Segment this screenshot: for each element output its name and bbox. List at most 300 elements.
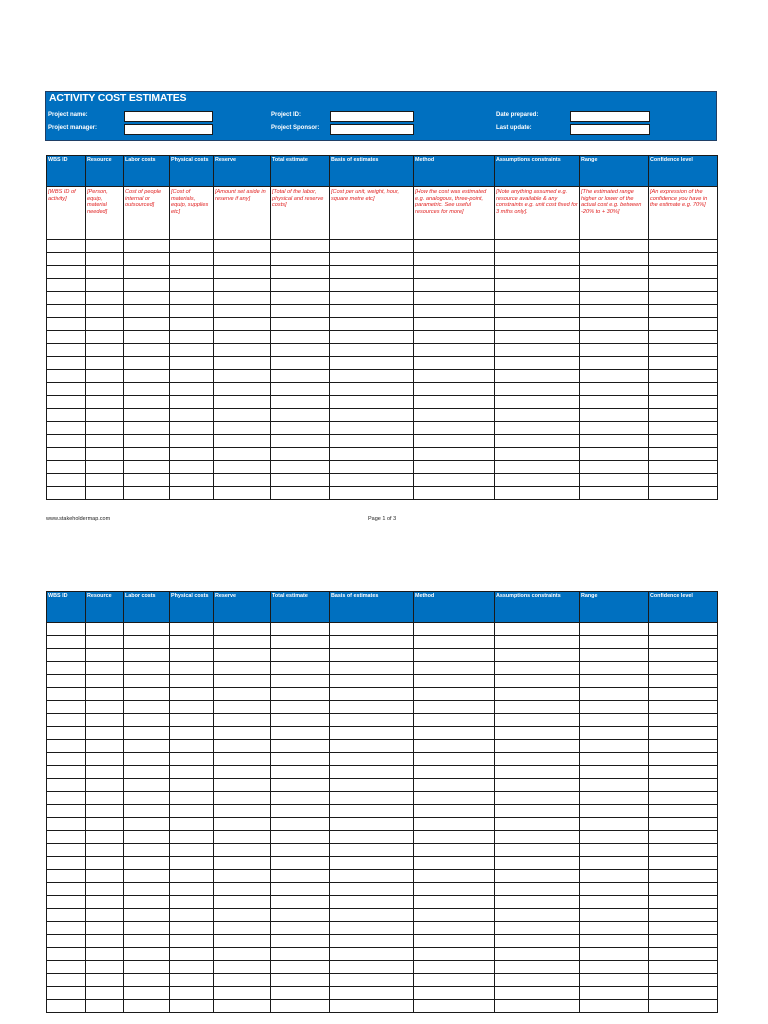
table-cell[interactable] <box>214 474 271 487</box>
table-cell[interactable] <box>47 396 86 409</box>
table-cell[interactable] <box>649 688 718 701</box>
table-cell[interactable] <box>271 779 330 792</box>
table-cell[interactable] <box>124 636 170 649</box>
table-cell[interactable] <box>580 636 649 649</box>
table-cell[interactable] <box>271 740 330 753</box>
table-cell[interactable] <box>170 779 214 792</box>
table-cell[interactable] <box>580 396 649 409</box>
table-cell[interactable] <box>414 396 495 409</box>
table-cell[interactable] <box>86 422 124 435</box>
table-cell[interactable] <box>47 383 86 396</box>
table-cell[interactable] <box>649 344 718 357</box>
table-cell[interactable] <box>330 487 414 500</box>
table-cell[interactable] <box>124 623 170 636</box>
table-cell[interactable] <box>170 331 214 344</box>
table-cell[interactable] <box>170 831 214 844</box>
table-cell[interactable] <box>330 409 414 422</box>
table-cell[interactable] <box>495 487 580 500</box>
table-cell[interactable] <box>649 805 718 818</box>
table-cell[interactable] <box>170 792 214 805</box>
table-cell[interactable] <box>271 701 330 714</box>
table-cell[interactable] <box>330 253 414 266</box>
table-cell[interactable] <box>124 487 170 500</box>
table-cell[interactable] <box>414 870 495 883</box>
table-cell[interactable] <box>580 266 649 279</box>
example-cell[interactable]: [How the cost was estimated e.g. analogous, three-point, parametric. See useful resources for more] <box>414 187 495 240</box>
table-cell[interactable] <box>271 753 330 766</box>
table-cell[interactable] <box>580 818 649 831</box>
table-cell[interactable] <box>580 844 649 857</box>
table-cell[interactable] <box>47 857 86 870</box>
table-cell[interactable] <box>86 922 124 935</box>
table-cell[interactable] <box>214 662 271 675</box>
table-cell[interactable] <box>170 675 214 688</box>
table-cell[interactable] <box>271 435 330 448</box>
table-cell[interactable] <box>495 727 580 740</box>
table-cell[interactable] <box>124 279 170 292</box>
example-cell[interactable]: [The estimated range higher or lower of the actual cost e.g. between -20% to + 30%] <box>580 187 649 240</box>
table-cell[interactable] <box>414 935 495 948</box>
table-cell[interactable] <box>330 831 414 844</box>
table-cell[interactable] <box>86 448 124 461</box>
table-cell[interactable] <box>649 857 718 870</box>
table-cell[interactable] <box>271 688 330 701</box>
table-cell[interactable] <box>214 318 271 331</box>
table-cell[interactable] <box>214 974 271 987</box>
table-cell[interactable] <box>271 487 330 500</box>
table-cell[interactable] <box>170 422 214 435</box>
table-cell[interactable] <box>170 961 214 974</box>
table-cell[interactable] <box>271 292 330 305</box>
table-cell[interactable] <box>414 688 495 701</box>
table-cell[interactable] <box>47 909 86 922</box>
table-cell[interactable] <box>330 623 414 636</box>
table-cell[interactable] <box>86 727 124 740</box>
table-cell[interactable] <box>649 987 718 1000</box>
example-cell[interactable]: [Cost per unit, weight, hour, square metre etc] <box>330 187 414 240</box>
table-cell[interactable] <box>214 948 271 961</box>
table-cell[interactable] <box>47 740 86 753</box>
table-cell[interactable] <box>124 766 170 779</box>
table-cell[interactable] <box>495 357 580 370</box>
table-cell[interactable] <box>86 792 124 805</box>
table-cell[interactable] <box>124 844 170 857</box>
table-cell[interactable] <box>214 292 271 305</box>
table-cell[interactable] <box>414 318 495 331</box>
table-cell[interactable] <box>414 896 495 909</box>
table-cell[interactable] <box>47 409 86 422</box>
table-cell[interactable] <box>170 727 214 740</box>
table-cell[interactable] <box>580 831 649 844</box>
table-cell[interactable] <box>86 487 124 500</box>
table-cell[interactable] <box>214 1000 271 1013</box>
table-cell[interactable] <box>580 779 649 792</box>
table-cell[interactable] <box>47 357 86 370</box>
table-cell[interactable] <box>47 727 86 740</box>
table-cell[interactable] <box>170 396 214 409</box>
table-cell[interactable] <box>47 844 86 857</box>
table-cell[interactable] <box>47 792 86 805</box>
table-cell[interactable] <box>495 409 580 422</box>
table-cell[interactable] <box>649 662 718 675</box>
table-cell[interactable] <box>330 305 414 318</box>
table-cell[interactable] <box>170 870 214 883</box>
table-cell[interactable] <box>124 292 170 305</box>
table-cell[interactable] <box>47 474 86 487</box>
table-cell[interactable] <box>86 896 124 909</box>
table-cell[interactable] <box>649 753 718 766</box>
table-cell[interactable] <box>580 448 649 461</box>
table-cell[interactable] <box>124 870 170 883</box>
table-cell[interactable] <box>124 649 170 662</box>
table-cell[interactable] <box>495 688 580 701</box>
table-cell[interactable] <box>580 935 649 948</box>
table-cell[interactable] <box>124 805 170 818</box>
table-cell[interactable] <box>86 805 124 818</box>
table-cell[interactable] <box>495 448 580 461</box>
table-cell[interactable] <box>47 636 86 649</box>
table-cell[interactable] <box>124 974 170 987</box>
table-cell[interactable] <box>271 422 330 435</box>
table-cell[interactable] <box>649 974 718 987</box>
table-cell[interactable] <box>214 818 271 831</box>
table-cell[interactable] <box>580 422 649 435</box>
table-cell[interactable] <box>495 435 580 448</box>
table-cell[interactable] <box>271 649 330 662</box>
table-cell[interactable] <box>47 766 86 779</box>
table-cell[interactable] <box>86 370 124 383</box>
table-cell[interactable] <box>414 909 495 922</box>
table-cell[interactable] <box>414 701 495 714</box>
table-cell[interactable] <box>414 675 495 688</box>
table-cell[interactable] <box>214 649 271 662</box>
table-cell[interactable] <box>330 870 414 883</box>
table-cell[interactable] <box>47 987 86 1000</box>
table-cell[interactable] <box>330 675 414 688</box>
table-cell[interactable] <box>414 370 495 383</box>
table-cell[interactable] <box>330 857 414 870</box>
table-cell[interactable] <box>330 740 414 753</box>
table-cell[interactable] <box>649 448 718 461</box>
table-cell[interactable] <box>495 844 580 857</box>
table-cell[interactable] <box>214 844 271 857</box>
table-cell[interactable] <box>649 370 718 383</box>
table-cell[interactable] <box>214 831 271 844</box>
table-cell[interactable] <box>170 292 214 305</box>
table-cell[interactable] <box>214 461 271 474</box>
table-cell[interactable] <box>495 344 580 357</box>
table-cell[interactable] <box>170 318 214 331</box>
table-cell[interactable] <box>86 649 124 662</box>
table-cell[interactable] <box>124 253 170 266</box>
table-cell[interactable] <box>414 474 495 487</box>
table-cell[interactable] <box>495 675 580 688</box>
project-manager-field[interactable] <box>124 124 213 135</box>
table-cell[interactable] <box>330 987 414 1000</box>
table-cell[interactable] <box>495 474 580 487</box>
table-cell[interactable] <box>86 318 124 331</box>
table-cell[interactable] <box>495 961 580 974</box>
table-cell[interactable] <box>495 909 580 922</box>
table-cell[interactable] <box>170 844 214 857</box>
table-cell[interactable] <box>214 753 271 766</box>
table-cell[interactable] <box>649 383 718 396</box>
table-cell[interactable] <box>86 331 124 344</box>
table-cell[interactable] <box>649 792 718 805</box>
table-cell[interactable] <box>271 896 330 909</box>
table-cell[interactable] <box>649 883 718 896</box>
table-cell[interactable] <box>414 623 495 636</box>
table-cell[interactable] <box>495 792 580 805</box>
table-cell[interactable] <box>124 792 170 805</box>
table-cell[interactable] <box>649 1000 718 1013</box>
table-cell[interactable] <box>86 240 124 253</box>
table-cell[interactable] <box>330 909 414 922</box>
table-cell[interactable] <box>414 266 495 279</box>
table-cell[interactable] <box>86 409 124 422</box>
table-cell[interactable] <box>580 870 649 883</box>
table-cell[interactable] <box>271 344 330 357</box>
table-cell[interactable] <box>214 935 271 948</box>
example-cell[interactable]: [Cost of materials, equip, supplies etc] <box>170 187 214 240</box>
table-cell[interactable] <box>414 636 495 649</box>
table-cell[interactable] <box>495 766 580 779</box>
table-cell[interactable] <box>86 740 124 753</box>
table-cell[interactable] <box>495 266 580 279</box>
table-cell[interactable] <box>580 383 649 396</box>
table-cell[interactable] <box>271 266 330 279</box>
table-cell[interactable] <box>414 857 495 870</box>
table-cell[interactable] <box>495 753 580 766</box>
table-cell[interactable] <box>214 805 271 818</box>
table-cell[interactable] <box>580 961 649 974</box>
table-cell[interactable] <box>47 831 86 844</box>
table-cell[interactable] <box>47 240 86 253</box>
table-cell[interactable] <box>47 701 86 714</box>
table-cell[interactable] <box>330 779 414 792</box>
table-cell[interactable] <box>86 818 124 831</box>
table-cell[interactable] <box>495 318 580 331</box>
table-cell[interactable] <box>649 331 718 344</box>
table-cell[interactable] <box>170 857 214 870</box>
table-cell[interactable] <box>330 292 414 305</box>
table-cell[interactable] <box>214 883 271 896</box>
table-cell[interactable] <box>649 714 718 727</box>
table-cell[interactable] <box>170 383 214 396</box>
table-cell[interactable] <box>580 623 649 636</box>
table-cell[interactable] <box>580 896 649 909</box>
example-cell[interactable]: Cost of people internal or outsourced] <box>124 187 170 240</box>
table-cell[interactable] <box>214 727 271 740</box>
table-cell[interactable] <box>649 357 718 370</box>
table-cell[interactable] <box>271 305 330 318</box>
table-cell[interactable] <box>124 435 170 448</box>
table-cell[interactable] <box>47 344 86 357</box>
table-cell[interactable] <box>580 974 649 987</box>
table-cell[interactable] <box>414 948 495 961</box>
table-cell[interactable] <box>47 818 86 831</box>
table-cell[interactable] <box>649 240 718 253</box>
example-cell[interactable]: [Note anything assumed e.g. resource available & any constraints e.g. unit cost fixed for 3 mths only]. <box>495 187 580 240</box>
table-cell[interactable] <box>330 474 414 487</box>
table-cell[interactable] <box>414 662 495 675</box>
table-cell[interactable] <box>649 409 718 422</box>
table-cell[interactable] <box>124 409 170 422</box>
table-cell[interactable] <box>330 370 414 383</box>
table-cell[interactable] <box>414 818 495 831</box>
table-cell[interactable] <box>330 961 414 974</box>
table-cell[interactable] <box>124 701 170 714</box>
table-cell[interactable] <box>271 883 330 896</box>
table-cell[interactable] <box>124 461 170 474</box>
table-cell[interactable] <box>170 1000 214 1013</box>
table-cell[interactable] <box>86 909 124 922</box>
table-cell[interactable] <box>649 636 718 649</box>
table-cell[interactable] <box>86 305 124 318</box>
table-cell[interactable] <box>330 331 414 344</box>
table-cell[interactable] <box>170 357 214 370</box>
table-cell[interactable] <box>271 675 330 688</box>
table-cell[interactable] <box>124 305 170 318</box>
table-cell[interactable] <box>214 922 271 935</box>
table-cell[interactable] <box>86 435 124 448</box>
table-cell[interactable] <box>271 383 330 396</box>
table-cell[interactable] <box>330 844 414 857</box>
table-cell[interactable] <box>271 279 330 292</box>
table-cell[interactable] <box>580 675 649 688</box>
table-cell[interactable] <box>330 383 414 396</box>
table-cell[interactable] <box>124 831 170 844</box>
table-cell[interactable] <box>580 461 649 474</box>
table-cell[interactable] <box>330 948 414 961</box>
table-cell[interactable] <box>214 961 271 974</box>
table-cell[interactable] <box>170 623 214 636</box>
table-cell[interactable] <box>649 779 718 792</box>
table-cell[interactable] <box>86 662 124 675</box>
table-cell[interactable] <box>86 753 124 766</box>
table-cell[interactable] <box>271 870 330 883</box>
table-cell[interactable] <box>649 909 718 922</box>
table-cell[interactable] <box>649 279 718 292</box>
table-cell[interactable] <box>649 422 718 435</box>
table-cell[interactable] <box>170 740 214 753</box>
table-cell[interactable] <box>214 344 271 357</box>
example-cell[interactable]: [WBS ID of activity] <box>47 187 86 240</box>
table-cell[interactable] <box>649 474 718 487</box>
table-cell[interactable] <box>86 935 124 948</box>
table-cell[interactable] <box>330 636 414 649</box>
table-cell[interactable] <box>214 792 271 805</box>
table-cell[interactable] <box>214 435 271 448</box>
table-cell[interactable] <box>330 448 414 461</box>
table-cell[interactable] <box>170 714 214 727</box>
table-cell[interactable] <box>580 370 649 383</box>
table-cell[interactable] <box>170 461 214 474</box>
table-cell[interactable] <box>214 409 271 422</box>
table-cell[interactable] <box>271 948 330 961</box>
table-cell[interactable] <box>649 870 718 883</box>
table-cell[interactable] <box>271 987 330 1000</box>
table-cell[interactable] <box>170 266 214 279</box>
table-cell[interactable] <box>214 331 271 344</box>
table-cell[interactable] <box>330 896 414 909</box>
table-cell[interactable] <box>580 487 649 500</box>
table-cell[interactable] <box>170 896 214 909</box>
table-cell[interactable] <box>330 935 414 948</box>
table-cell[interactable] <box>495 805 580 818</box>
table-cell[interactable] <box>414 292 495 305</box>
table-cell[interactable] <box>47 688 86 701</box>
table-cell[interactable] <box>124 857 170 870</box>
table-cell[interactable] <box>86 987 124 1000</box>
table-cell[interactable] <box>649 396 718 409</box>
table-cell[interactable] <box>47 623 86 636</box>
table-cell[interactable] <box>330 357 414 370</box>
table-cell[interactable] <box>414 344 495 357</box>
table-cell[interactable] <box>271 331 330 344</box>
table-cell[interactable] <box>214 675 271 688</box>
table-cell[interactable] <box>414 1000 495 1013</box>
table-cell[interactable] <box>271 766 330 779</box>
table-cell[interactable] <box>47 370 86 383</box>
table-cell[interactable] <box>214 422 271 435</box>
table-cell[interactable] <box>649 766 718 779</box>
table-cell[interactable] <box>271 818 330 831</box>
table-cell[interactable] <box>170 818 214 831</box>
table-cell[interactable] <box>47 487 86 500</box>
table-cell[interactable] <box>124 948 170 961</box>
table-cell[interactable] <box>86 857 124 870</box>
table-cell[interactable] <box>495 714 580 727</box>
table-cell[interactable] <box>214 870 271 883</box>
table-cell[interactable] <box>170 279 214 292</box>
table-cell[interactable] <box>47 318 86 331</box>
table-cell[interactable] <box>649 623 718 636</box>
table-cell[interactable] <box>214 383 271 396</box>
table-cell[interactable] <box>170 922 214 935</box>
table-cell[interactable] <box>214 448 271 461</box>
table-cell[interactable] <box>124 935 170 948</box>
table-cell[interactable] <box>124 357 170 370</box>
table-cell[interactable] <box>124 961 170 974</box>
table-cell[interactable] <box>414 922 495 935</box>
table-cell[interactable] <box>86 831 124 844</box>
table-cell[interactable] <box>330 922 414 935</box>
table-cell[interactable] <box>214 266 271 279</box>
table-cell[interactable] <box>124 383 170 396</box>
table-cell[interactable] <box>271 318 330 331</box>
table-cell[interactable] <box>86 1000 124 1013</box>
table-cell[interactable] <box>124 779 170 792</box>
table-cell[interactable] <box>86 948 124 961</box>
table-cell[interactable] <box>214 740 271 753</box>
table-cell[interactable] <box>330 1000 414 1013</box>
table-cell[interactable] <box>649 318 718 331</box>
table-cell[interactable] <box>580 409 649 422</box>
table-cell[interactable] <box>170 435 214 448</box>
table-cell[interactable] <box>86 474 124 487</box>
table-cell[interactable] <box>86 461 124 474</box>
table-cell[interactable] <box>47 331 86 344</box>
table-cell[interactable] <box>330 240 414 253</box>
table-cell[interactable] <box>124 818 170 831</box>
table-cell[interactable] <box>47 305 86 318</box>
table-cell[interactable] <box>330 461 414 474</box>
table-cell[interactable] <box>495 636 580 649</box>
table-cell[interactable] <box>330 422 414 435</box>
table-cell[interactable] <box>649 461 718 474</box>
table-cell[interactable] <box>330 818 414 831</box>
